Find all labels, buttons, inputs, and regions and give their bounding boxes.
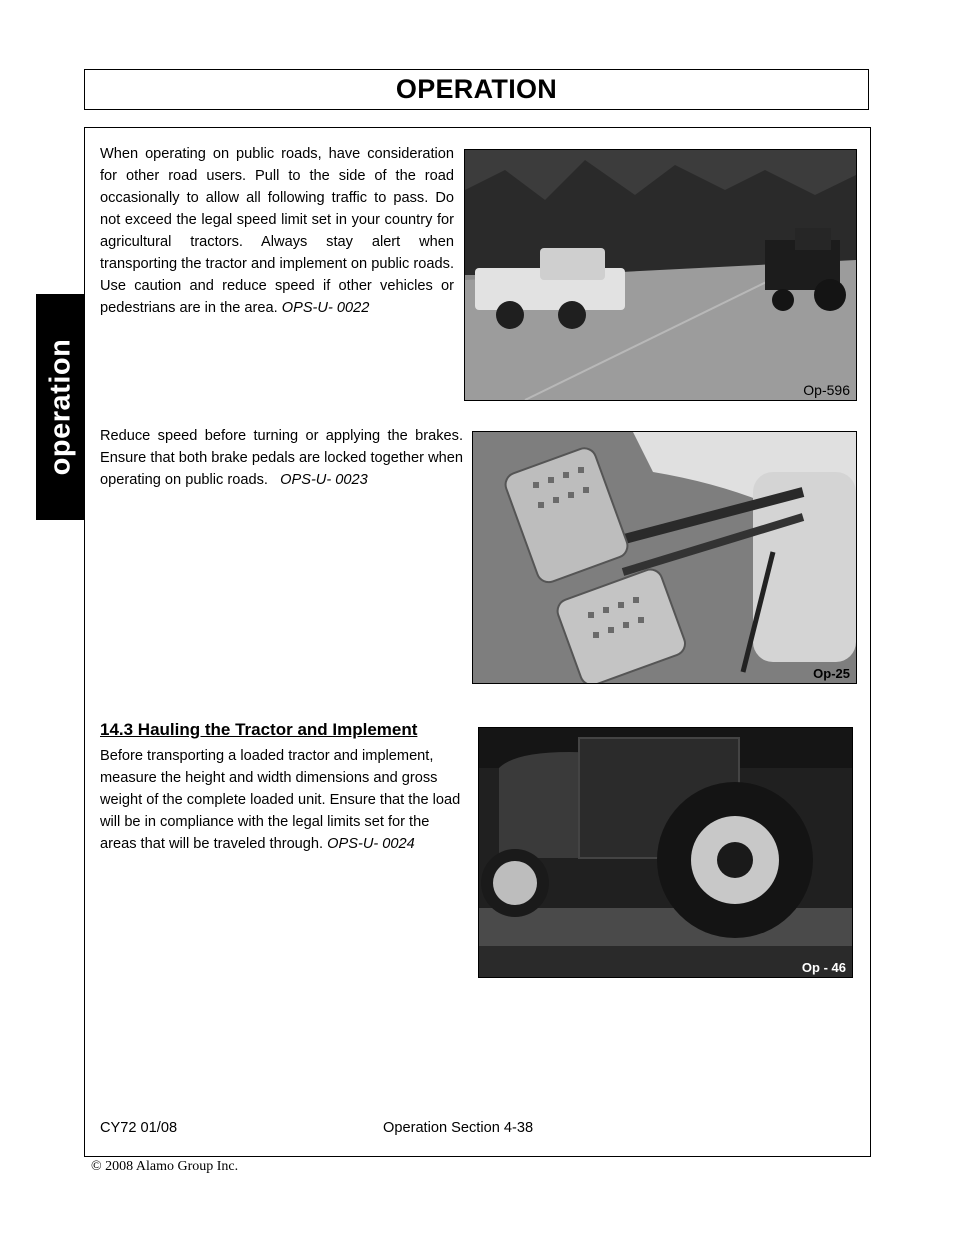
- photo-label: Op - 46: [801, 960, 846, 975]
- public-roads-paragraph: [100, 143, 454, 319]
- ops-reference: OPS-U- 0024: [327, 836, 415, 852]
- hauling-text: Before transporting a loaded tractor and implement, measure the height and width dimensions and gross weight of the complete loaded unit. Ensure that the load will be in compliance with the legal limits set for the areas that will be traveled through.: [100, 748, 461, 852]
- side-tab: [36, 294, 85, 520]
- ops-reference: OPS-U- 0023: [280, 472, 368, 488]
- copyright: © 2008 Alamo Group Inc.: [91, 1159, 239, 1174]
- photo-label: Op-25: [813, 666, 850, 681]
- brakes-text: Reduce speed before turning or applying the brakes. Ensure that both brake pedals are locked together when operating on public roads.: [100, 428, 463, 488]
- tractor-on-trailer-photo: [478, 727, 853, 978]
- page-number: Operation Section 4-38: [383, 1120, 534, 1136]
- page-title: OPERATION: [395, 74, 558, 104]
- brake-pedals-photo: [472, 431, 857, 684]
- document-id: CY72 01/08: [100, 1120, 178, 1136]
- photo-label: Op-596: [803, 382, 850, 398]
- hauling-paragraph: [100, 745, 462, 855]
- brakes-paragraph: [100, 425, 463, 491]
- section-heading: 14.3 Hauling the Tractor and Implement: [100, 720, 418, 739]
- public-roads-text: When operating on public roads, have consideration for other road users. Pull to the side of the road occasionally to allow all following traffic to pass. Do not exceed the legal speed limit set in your country for agricultural tractors. Always stay alert when transporting the tractor and implement on public roads. Use caution and reduce speed if other vehicles or pedestrians are in the area.: [100, 146, 454, 316]
- header-box: [84, 69, 869, 110]
- road-traffic-photo: [464, 149, 857, 401]
- side-tab-label: operation: [44, 338, 76, 476]
- ops-reference: OPS-U- 0022: [281, 300, 370, 316]
